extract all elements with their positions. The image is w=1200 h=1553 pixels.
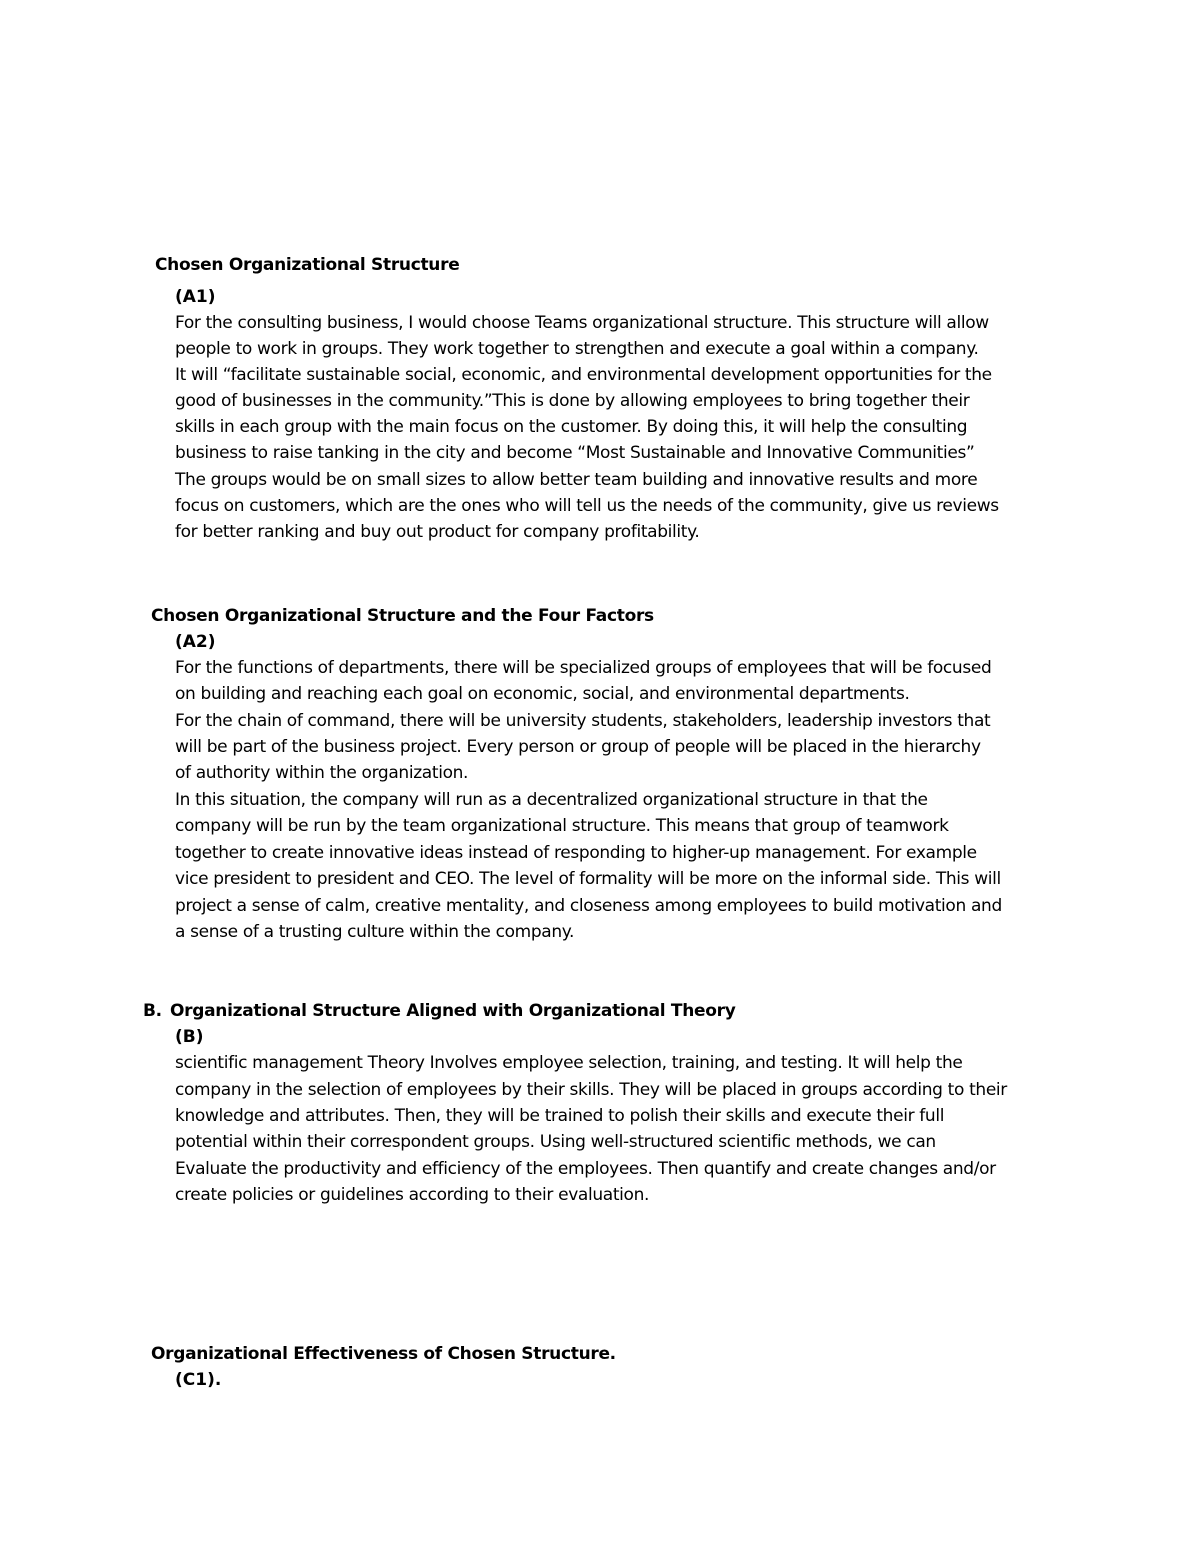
paragraph-line: vice president to president and CEO. The level of formality will be more on the informal side. This will — [175, 869, 1001, 889]
paragraph-line: business to raise tanking in the city and become “Most Sustainable and Innovative Communities” — [175, 443, 975, 463]
paragraph-line: For the functions of departments, there will be specialized groups of employees that will be focused — [175, 658, 992, 678]
section-label: (A2) — [175, 632, 216, 652]
paragraph-line: The groups would be on small sizes to allow better team building and innovative results and more — [175, 470, 978, 490]
paragraph-line: on building and reaching each goal on economic, social, and environmental departments. — [175, 684, 910, 704]
paragraph-line: good of businesses in the community.”This is done by allowing employees to bring together their — [175, 391, 970, 411]
paragraph-line: of authority within the organization. — [175, 763, 469, 783]
paragraph-line: company in the selection of employees by their skills. They will be placed in groups according to their — [175, 1080, 1007, 1100]
section-heading: Organizational Structure Aligned with Organizational Theory — [170, 1001, 736, 1021]
paragraph-line: project a sense of calm, creative mentality, and closeness among employees to build motivation and — [175, 896, 1002, 916]
section-number: B. — [143, 1001, 162, 1021]
paragraph-line: knowledge and attributes. Then, they will be trained to polish their skills and execute their full — [175, 1106, 945, 1126]
section-label: (B) — [175, 1027, 204, 1047]
paragraph-line: focus on customers, which are the ones who will tell us the needs of the community, give us reviews — [175, 496, 999, 516]
paragraph-line: scientific management Theory Involves employee selection, training, and testing. It will help the — [175, 1053, 963, 1073]
section-label: (A1) — [175, 287, 216, 307]
paragraph-line: For the consulting business, I would choose Teams organizational structure. This structure will allow — [175, 313, 989, 333]
paragraph-line: skills in each group with the main focus on the customer. By doing this, it will help the consulting — [175, 417, 968, 437]
paragraph-line: will be part of the business project. Every person or group of people will be placed in the hierarchy — [175, 737, 981, 757]
paragraph-line: For the chain of command, there will be university students, stakeholders, leadership investors that — [175, 711, 991, 731]
paragraph-line: It will “facilitate sustainable social, economic, and environmental development opportunities for the — [175, 365, 992, 385]
section-heading: Chosen Organizational Structure — [155, 255, 460, 275]
paragraph-line: Evaluate the productivity and efficiency of the employees. Then quantify and create changes and/or — [175, 1159, 996, 1179]
paragraph-line: potential within their correspondent groups. Using well-structured scientific methods, we can — [175, 1132, 936, 1152]
paragraph-line: a sense of a trusting culture within the company. — [175, 922, 575, 942]
paragraph-line: together to create innovative ideas instead of responding to higher-up management. For example — [175, 843, 977, 863]
paragraph-line: In this situation, the company will run as a decentralized organizational structure in that the — [175, 790, 928, 810]
paragraph-line: for better ranking and buy out product for company profitability. — [175, 522, 700, 542]
paragraph-line: people to work in groups. They work together to strengthen and execute a goal within a company. — [175, 339, 979, 359]
section-heading: Organizational Effectiveness of Chosen Structure. — [151, 1344, 616, 1364]
section-label: (C1). — [175, 1370, 222, 1390]
paragraph-line: company will be run by the team organizational structure. This means that group of teamwork — [175, 816, 949, 836]
section-heading: Chosen Organizational Structure and the Four Factors — [151, 606, 654, 626]
section-heading-row — [143, 1001, 736, 1021]
paragraph-line: create policies or guidelines according to their evaluation. — [175, 1185, 650, 1205]
